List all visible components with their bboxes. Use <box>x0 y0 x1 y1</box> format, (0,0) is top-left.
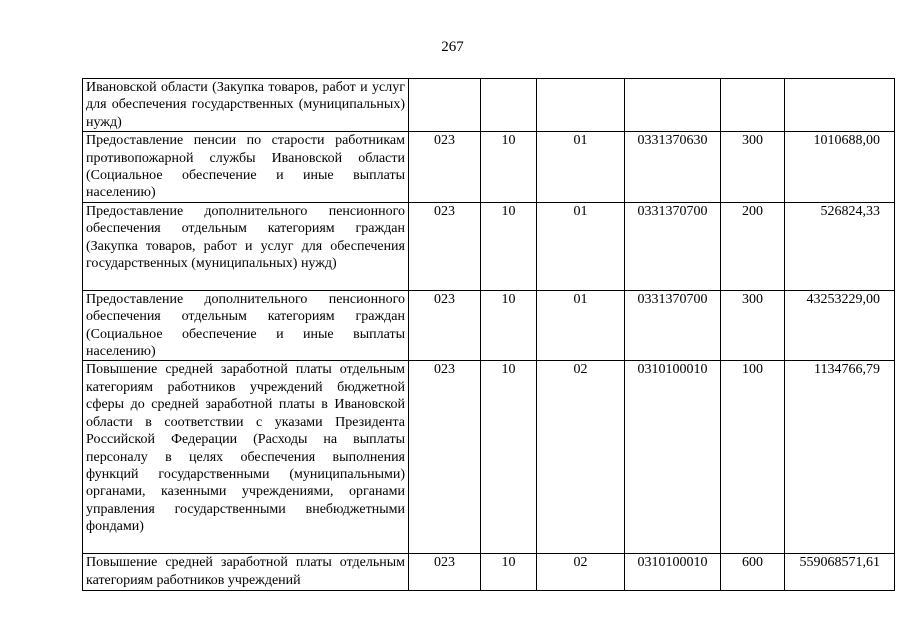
expense-type-code: 100 <box>721 361 785 554</box>
table-row <box>83 554 895 591</box>
budget-table <box>82 78 895 591</box>
ministry-code: 023 <box>409 132 481 203</box>
subsection-code <box>537 79 625 132</box>
table-row <box>83 290 895 361</box>
amount-value: 1134766,79 <box>785 361 895 554</box>
amount-value: 559068571,61 <box>785 554 895 591</box>
expense-description: Ивановской области (Закупка товаров, работ и услуг для обеспечения государственных (муниципальных) нужд) <box>83 79 409 132</box>
ministry-code <box>409 79 481 132</box>
expense-type-code: 300 <box>721 132 785 203</box>
section-code: 10 <box>481 361 537 554</box>
amount-value <box>785 79 895 132</box>
expense-type-code: 600 <box>721 554 785 591</box>
table-row <box>83 132 895 203</box>
subsection-code: 01 <box>537 202 625 290</box>
subsection-code: 02 <box>537 361 625 554</box>
section-code: 10 <box>481 132 537 203</box>
page-number: 267 <box>441 39 464 55</box>
ministry-code: 023 <box>409 554 481 591</box>
target-article-code <box>625 79 721 132</box>
subsection-code: 02 <box>537 554 625 591</box>
target-article-code: 0331370700 <box>625 202 721 290</box>
section-code: 10 <box>481 554 537 591</box>
amount-value: 43253229,00 <box>785 290 895 361</box>
amount-value: 526824,33 <box>785 202 895 290</box>
table-row <box>83 361 895 554</box>
subsection-code: 01 <box>537 290 625 361</box>
section-code <box>481 79 537 132</box>
expense-description: Предоставление дополнительного пенсионного обеспечения отдельным категориям граждан (Закупка товаров, работ и услуг для обеспечения государственных (муниципальных) нужд) <box>83 202 409 290</box>
ministry-code: 023 <box>409 290 481 361</box>
section-code: 10 <box>481 202 537 290</box>
amount-value: 1010688,00 <box>785 132 895 203</box>
table-row <box>83 79 895 132</box>
target-article-code: 0310100010 <box>625 554 721 591</box>
ministry-code: 023 <box>409 202 481 290</box>
expense-description: Повышение средней заработной платы отдельным категориям работников учреждений <box>83 554 409 591</box>
expense-type-code <box>721 79 785 132</box>
expense-type-code: 300 <box>721 290 785 361</box>
section-code: 10 <box>481 290 537 361</box>
expense-type-code: 200 <box>721 202 785 290</box>
ministry-code: 023 <box>409 361 481 554</box>
expense-description: Повышение средней заработной платы отдельным категориям работников учреждений бюджетной сферы до средней заработной платы в Ивановской области в соответствии с указами Президента Российской Федерации (Расходы на выплаты персоналу в целях обеспечения выполнения функций государственными (муниципальными) органами, казенными учреждениями, органами управления государственными внебюджетными фондами) <box>83 361 409 554</box>
target-article-code: 0331370630 <box>625 132 721 203</box>
target-article-code: 0331370700 <box>625 290 721 361</box>
table-row <box>83 202 895 290</box>
target-article-code: 0310100010 <box>625 361 721 554</box>
subsection-code: 01 <box>537 132 625 203</box>
expense-description: Предоставление пенсии по старости работникам противопожарной службы Ивановской области (Социальное обеспечение и иные выплаты населению) <box>83 132 409 203</box>
expense-description: Предоставление дополнительного пенсионного обеспечения отдельным категориям граждан (Социальное обеспечение и иные выплаты населению) <box>83 290 409 361</box>
